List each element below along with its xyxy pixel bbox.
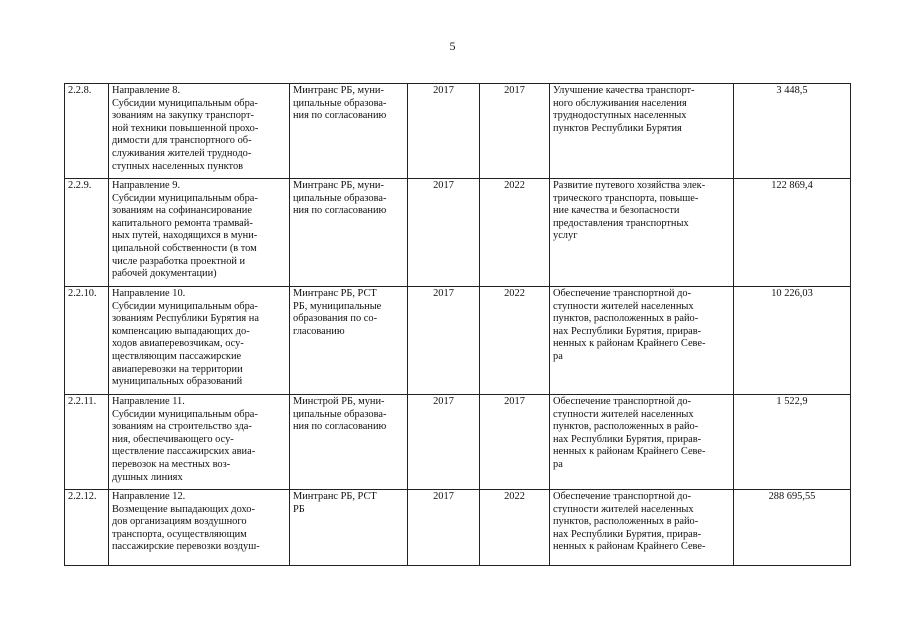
direction-description: Возмещение выпадающих дохо- дов организациям воздушного транспорта, осуществляющим пассажирские перевозки воздуш- xyxy=(112,503,260,553)
table-row xyxy=(65,287,851,395)
row-expected-result xyxy=(550,490,734,566)
row-expected-result: Обеспечение транспортной до- ступности жителей населенных пунктов, расположенных в райо- нах Республики Бурятия, прирав- ненных к районам Крайнего Севе- ра xyxy=(550,287,734,395)
direction-description: Субсидии муниципальным обра- зованиям Республики Бурятия на компенсацию выпадающих до- ходов авиаперевозчикам, осу- ществляющим пассажирские авиаперевозки на территории муниципальных образований xyxy=(112,300,259,388)
row-executor: Минтранс РБ, муни- ципальные образова- ния по согласованию xyxy=(290,179,408,287)
table-row xyxy=(65,179,851,287)
row-code: 2.2.11. xyxy=(65,395,109,490)
row-expected-result: Обеспечение транспортной до- ступности жителей населенных пунктов, расположенных в райо- нах Республики Бурятия, прирав- ненных к районам Крайнего Севе- ра xyxy=(550,395,734,490)
direction-title: Направление 12. xyxy=(112,491,186,502)
direction-description: Субсидии муниципальным обра- зованиям на закупку транспорт- ной техники повышенной прохо- димости для транспортного об- служивания жителей труднодо- ступных населенных пунктов xyxy=(112,97,259,172)
row-end-year: 2022 xyxy=(480,287,550,395)
row-end-year: 2022 xyxy=(480,179,550,287)
direction-title: Направление 8. xyxy=(112,85,181,96)
row-amount: 122 869,4 xyxy=(734,179,851,287)
row-direction xyxy=(109,395,290,490)
direction-title: Направление 10. xyxy=(112,288,186,299)
program-table xyxy=(64,83,851,566)
row-end-year: 2022 xyxy=(480,490,550,566)
direction-description: Субсидии муниципальным обра- зованиям на строительство зда- ния, обеспечивающего осу- ществление пассажирских авиа- перевозок на местных воз- душных линиях xyxy=(112,408,258,483)
row-expected-result: Развитие путевого хозяйства элек- трического транспорта, повыше- ние качества и безопасности предоставления транспортных услуг xyxy=(550,179,734,287)
row-code: 2.2.10. xyxy=(65,287,109,395)
row-code: 2.2.12. xyxy=(65,490,109,566)
row-direction xyxy=(109,287,290,395)
row-amount: 10 226,03 xyxy=(734,287,851,395)
row-start-year: 2017 xyxy=(408,395,480,490)
row-start-year: 2017 xyxy=(408,490,480,566)
row-executor: Минстрой РБ, муни- ципальные образова- ния по согласованию xyxy=(290,395,408,490)
row-end-year: 2017 xyxy=(480,84,550,179)
table-row xyxy=(65,84,851,179)
direction-title: Направление 11. xyxy=(112,396,185,407)
table-row xyxy=(65,490,851,566)
row-start-year: 2017 xyxy=(408,179,480,287)
row-start-year: 2017 xyxy=(408,287,480,395)
row-code: 2.2.8. xyxy=(65,84,109,179)
direction-title: Направление 9. xyxy=(112,180,181,191)
table-row xyxy=(65,395,851,490)
row-executor: Минтранс РБ, РСТ РБ, муниципальные образования по со- гласованию xyxy=(290,287,408,395)
page-number: 5 xyxy=(449,39,456,53)
row-executor: Минтранс РБ, муни- ципальные образова- ния по согласованию xyxy=(290,84,408,179)
row-direction xyxy=(109,179,290,287)
row-amount: 288 695,55 xyxy=(734,490,851,566)
row-code: 2.2.9. xyxy=(65,179,109,287)
row-amount: 1 522,9 xyxy=(734,395,851,490)
row-end-year: 2017 xyxy=(480,395,550,490)
expected-result-text: Обеспечение транспортной до- ступности жителей населенных пунктов, расположенных в райо- нах Республики Бурятия, прирав- ненных к районам Крайнего Севе- xyxy=(553,491,706,553)
row-amount: 3 448,5 xyxy=(734,84,851,179)
direction-description: Субсидии муниципальным обра- зованиям на софинансирование капитального ремонта трамвай- ных путей, находящихся в муни- ципальной собственности (в том числе разработка проектной и рабочей документации) xyxy=(112,192,258,280)
row-executor: Минтранс РБ, РСТ РБ xyxy=(290,490,408,566)
row-start-year: 2017 xyxy=(408,84,480,179)
row-direction xyxy=(109,490,290,566)
row-direction xyxy=(109,84,290,179)
row-expected-result: Улучшение качества транспорт- ного обслуживания населения труднодоступных населенных пунктов Республики Бурятия xyxy=(550,84,734,179)
